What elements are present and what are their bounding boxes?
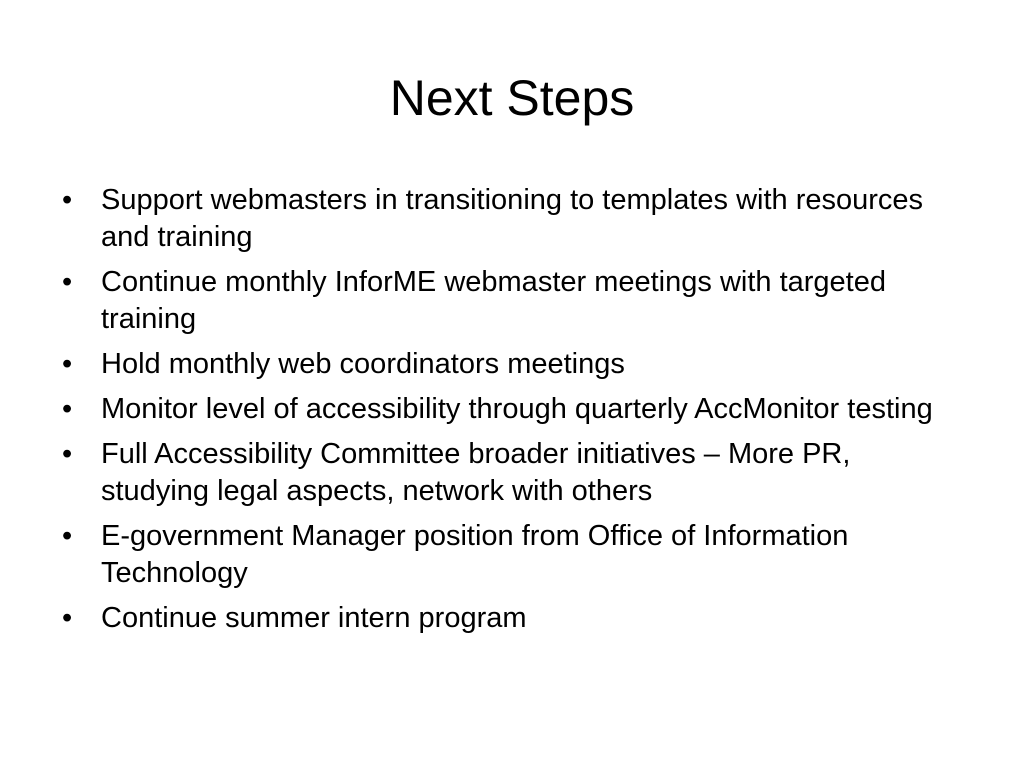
bullet-item [62, 182, 942, 256]
bullet-dot-icon: • [62, 184, 73, 216]
bullet-dot-icon: • [62, 602, 73, 634]
bullet-text: Continue monthly InforME webmaster meetings with targeted training [101, 266, 886, 335]
bullet-dot-icon: • [62, 393, 73, 425]
bullet-item [62, 600, 942, 637]
bullet-item [62, 346, 942, 383]
bullet-text: Monitor level of accessibility through quarterly AccMonitor testing [101, 393, 933, 425]
bullet-text: Full Accessibility Committee broader initiatives – More PR, studying legal aspects, network with others [101, 438, 851, 507]
bullet-dot-icon: • [62, 266, 73, 298]
bullet-item [62, 518, 942, 592]
bullet-list [62, 182, 942, 645]
bullet-text: E-government Manager position from Office of Information Technology [101, 520, 849, 589]
bullet-dot-icon: • [62, 348, 73, 380]
bullet-text: Support webmasters in transitioning to templates with resources and training [101, 184, 924, 253]
bullet-item [62, 436, 942, 510]
bullet-dot-icon: • [62, 438, 73, 470]
bullet-item [62, 264, 942, 338]
bullet-text: Hold monthly web coordinators meetings [101, 348, 625, 380]
slide-title: Next Steps [389, 70, 635, 126]
bullet-text: Continue summer intern program [101, 602, 527, 634]
bullet-item [62, 391, 942, 428]
bullet-dot-icon: • [62, 520, 73, 552]
